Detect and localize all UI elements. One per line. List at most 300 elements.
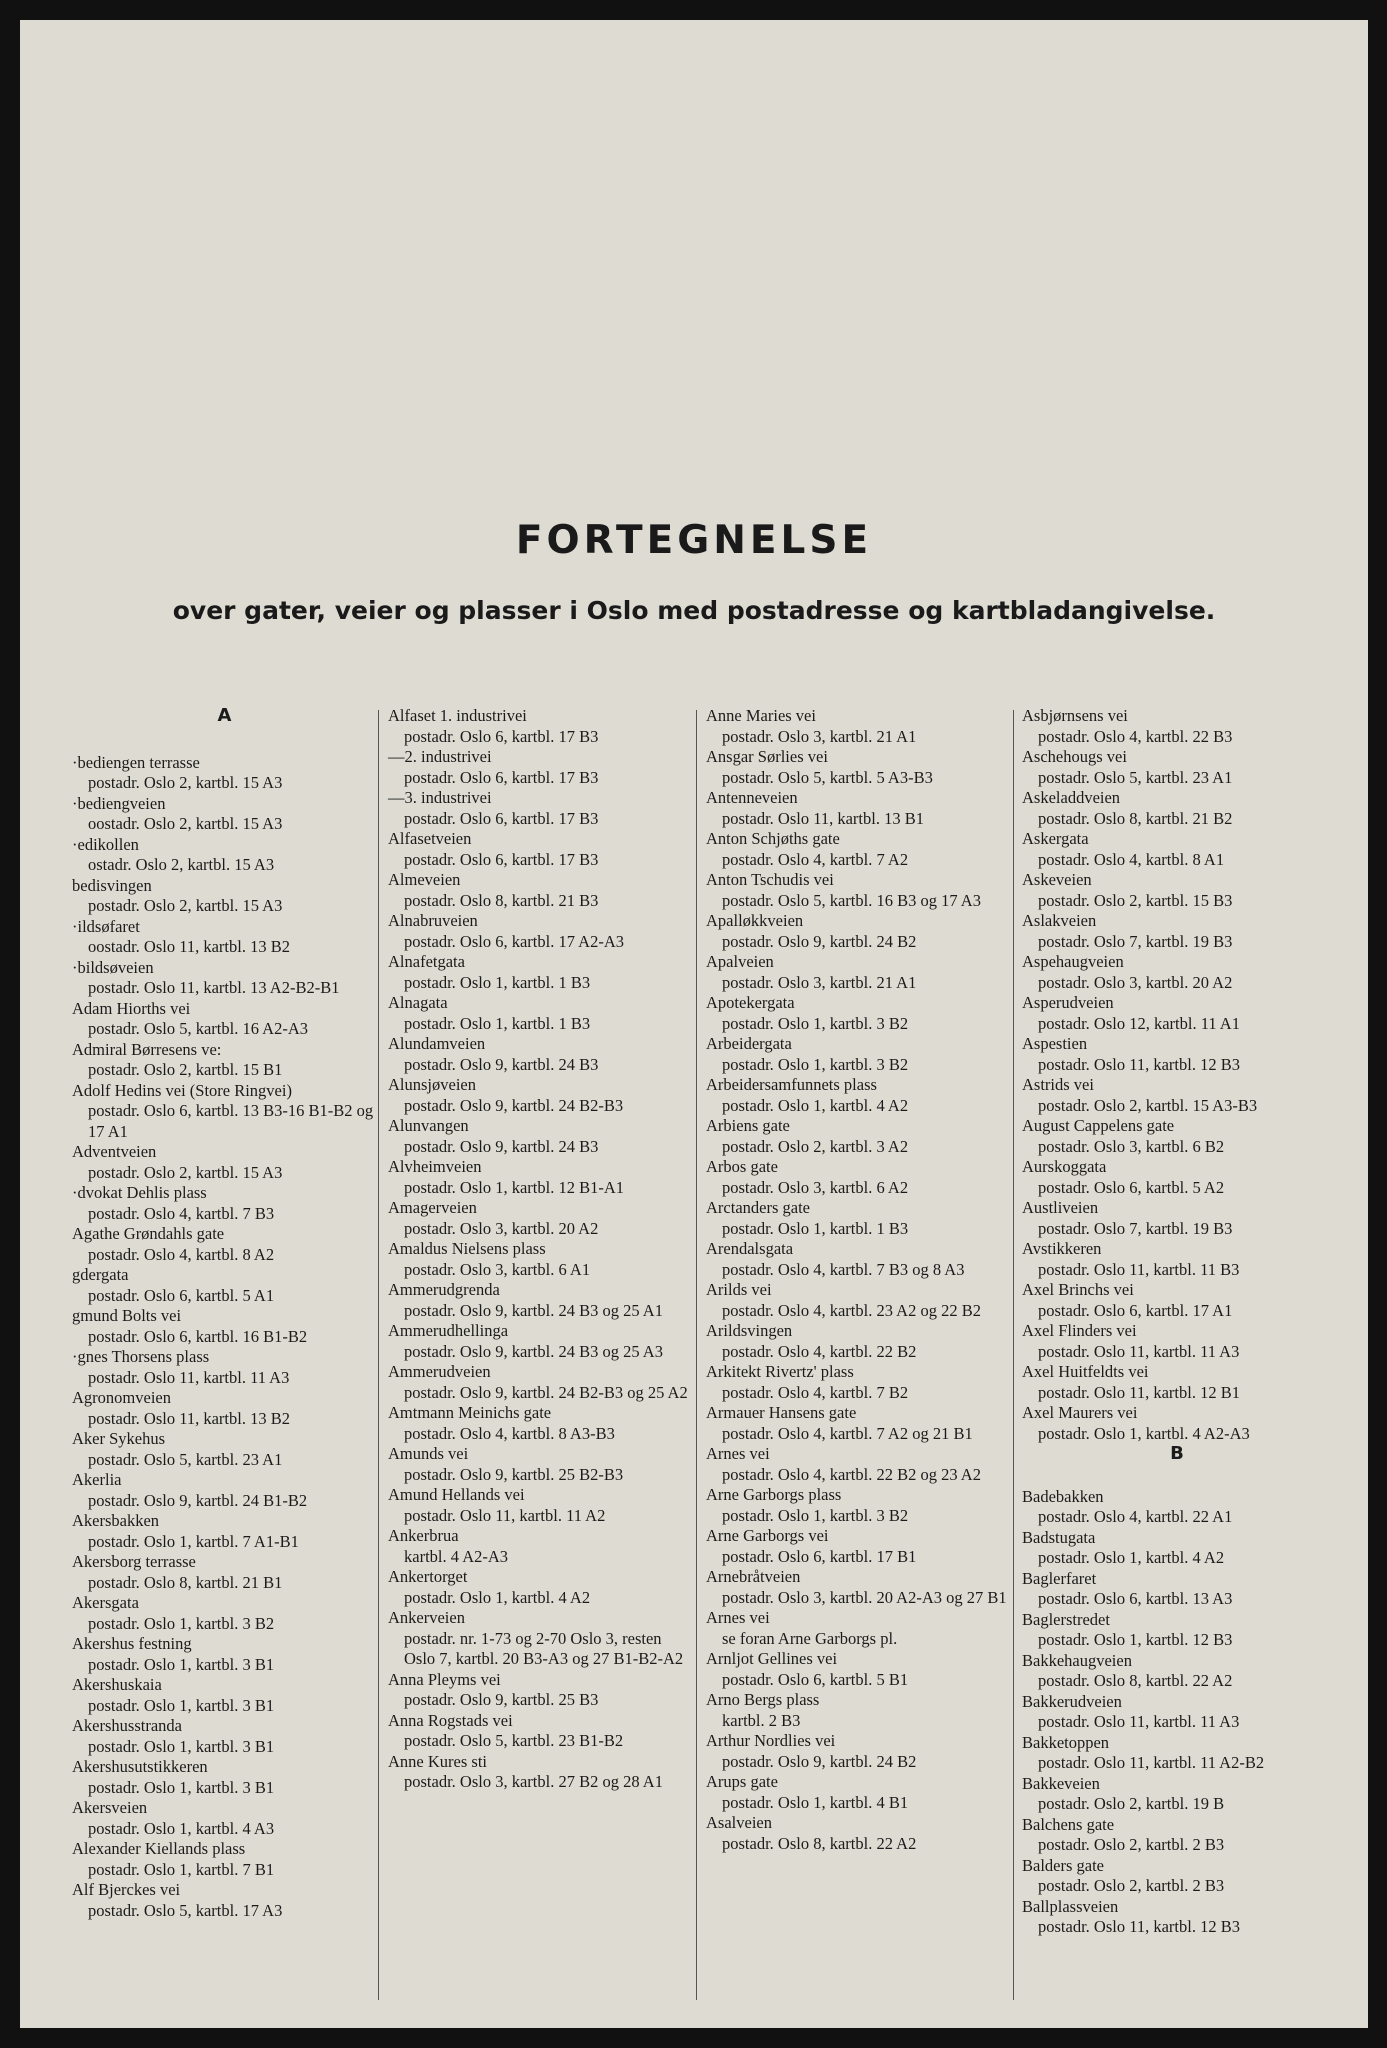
street-entry (388, 1239, 693, 1280)
street-address-detail: postadr. Oslo 11, kartbl. 11 A2-B2 (1038, 1753, 1265, 1772)
street-name: Akerlia (72, 1470, 122, 1489)
street-name: Arne Garborgs vei (706, 1526, 829, 1545)
column-3 (706, 706, 1011, 2006)
street-name: Akersbakken (72, 1511, 160, 1530)
street-name: Arnljot Gellines vei (706, 1649, 838, 1668)
street-entry (72, 1675, 377, 1716)
street-name: Arne Garborgs plass (706, 1485, 842, 1504)
street-address-detail: postadr. Oslo 4, kartbl. 7 B2 (722, 1382, 909, 1402)
street-address-detail: postadr. Oslo 6, kartbl. 17 A2-A3 (404, 931, 624, 951)
street-entry (706, 1567, 1011, 1608)
street-entry (1022, 1403, 1332, 1444)
street-entry (1022, 1856, 1332, 1897)
street-name: Aschehougs vei (1022, 747, 1127, 766)
street-address-detail: postadr. Oslo 9, kartbl. 24 B3 (404, 1054, 599, 1074)
street-entry (706, 1485, 1011, 1526)
street-address-detail: postadr. Oslo 6, kartbl. 5 A1 (88, 1285, 275, 1305)
street-name: Arilds vei (706, 1280, 772, 1299)
street-address-detail: postadr. Oslo 1, kartbl. 7 A1-B1 (88, 1531, 299, 1551)
street-address-detail: postadr. Oslo 1, kartbl. 4 A3 (88, 1818, 275, 1838)
street-address-detail: postadr. Oslo 4, kartbl. 22 B2 og 23 A2 (722, 1464, 981, 1484)
street-entry (388, 1485, 693, 1526)
street-entry (388, 706, 693, 747)
street-address-detail: postadr. Oslo 11, kartbl. 12 B1 (1038, 1382, 1240, 1402)
street-address-detail: postadr. Oslo 3, kartbl. 27 B2 og 28 A1 (404, 1772, 663, 1791)
street-name: Balchens gate (1022, 1814, 1115, 1834)
street-entry (388, 1608, 693, 1670)
street-address-detail: postadr. Oslo 6, kartbl. 17 B3 (404, 726, 599, 746)
street-entry (388, 1362, 693, 1403)
street-entry (72, 1429, 377, 1470)
street-entry (72, 1306, 377, 1347)
street-entry (706, 1198, 1011, 1239)
section-letter: A (217, 705, 232, 726)
street-name: Arctanders gate (706, 1198, 810, 1217)
street-entry (1022, 1034, 1332, 1075)
street-entry (1022, 1897, 1332, 1938)
street-name: Akershusstranda (72, 1716, 182, 1735)
street-entry (72, 1593, 377, 1634)
street-address-detail: postadr. Oslo 6, kartbl. 5 A2 (1038, 1177, 1225, 1197)
street-name: Baglerfaret (1022, 1568, 1097, 1588)
street-address-detail: postadr. Oslo 9, kartbl. 24 B2-B3 (404, 1095, 624, 1115)
street-address-detail: postadr. Oslo 1, kartbl. 3 B1 (88, 1654, 275, 1674)
street-address-detail: postadr. Oslo 3, kartbl. 20 A2 (404, 1218, 599, 1238)
street-name: Anton Schjøths gate (706, 829, 840, 848)
street-entry (388, 993, 693, 1034)
street-name: Ammerudhellinga (388, 1321, 509, 1340)
street-entry (706, 1731, 1011, 1772)
street-address-detail: postadr. Oslo 1, kartbl. 4 A2 (1038, 1548, 1225, 1567)
street-name: Bakkehaugveien (1022, 1650, 1132, 1670)
street-name: Aurskoggata (1022, 1157, 1107, 1176)
street-name: Anne Maries vei (706, 706, 816, 725)
street-name: Axel Flinders vei (1022, 1321, 1137, 1340)
street-entry (388, 1567, 693, 1608)
street-name: —3. industrivei (388, 788, 492, 807)
street-entry (1022, 1116, 1332, 1157)
street-address-detail: ostadr. Oslo 2, kartbl. 15 A3 (88, 855, 275, 874)
street-entry (1022, 1569, 1332, 1610)
street-entry (706, 1157, 1011, 1198)
street-address-detail: postadr. Oslo 9, kartbl. 24 B2-B3 og 25 A2 (404, 1382, 688, 1402)
street-name: Agathe Grøndahls gate (72, 1224, 225, 1243)
street-name: ·edikollen (72, 834, 139, 854)
street-name: Admiral Børresens ve: (72, 1039, 222, 1059)
street-name: Aspehaugveien (1022, 952, 1124, 971)
street-entry (72, 1183, 377, 1224)
street-entry (706, 1239, 1011, 1280)
street-name: Anton Tschudis vei (706, 870, 834, 889)
street-entry (1022, 1815, 1332, 1856)
street-entry (706, 1403, 1011, 1444)
street-name: Arthur Nordlies vei (706, 1731, 836, 1750)
street-name: Alunsjøveien (388, 1075, 476, 1094)
street-address-detail: postadr. Oslo 4, kartbl. 8 A2 (88, 1244, 275, 1264)
street-entry (72, 958, 377, 999)
street-name: Bakkeveien (1022, 1773, 1100, 1793)
street-address-detail: postadr. Oslo 1, kartbl. 7 B1 (88, 1859, 275, 1879)
street-address-detail: postadr. Oslo 9, kartbl. 24 B3 og 25 A1 (404, 1300, 663, 1320)
street-name: Ansgar Sørlies vei (706, 747, 828, 766)
column-2 (388, 706, 693, 2006)
street-address-detail: postadr. Oslo 1, kartbl. 3 B1 (88, 1777, 275, 1797)
street-entry (706, 1608, 1011, 1649)
street-entry (388, 911, 693, 952)
street-address-detail: postadr. Oslo 9, kartbl. 24 B3 (404, 1136, 599, 1156)
street-name: —2. industrivei (388, 747, 492, 766)
street-entry (706, 829, 1011, 870)
street-address-detail: postadr. Oslo 9, kartbl. 25 B3 (404, 1690, 599, 1709)
street-address-detail: postadr. Oslo 6, kartbl. 17 B3 (404, 767, 599, 787)
street-name: Ammerudgrenda (388, 1280, 500, 1299)
street-entry (72, 1552, 377, 1593)
street-name: Ammerudveien (388, 1362, 491, 1381)
section-letter: B (1170, 1443, 1184, 1464)
street-address-detail: postadr. Oslo 3, kartbl. 21 A1 (722, 726, 917, 746)
street-address-detail: postadr. Oslo 6, kartbl. 13 B3-16 B1-B2 og 17 A1 (88, 1101, 374, 1141)
street-address-detail: postadr. Oslo 12, kartbl. 11 A1 (1038, 1013, 1240, 1033)
street-address-detail: postadr. Oslo 1, kartbl. 3 B2 (722, 1505, 909, 1525)
street-address-detail: postadr. Oslo 3, kartbl. 6 B2 (1038, 1136, 1225, 1156)
street-entry (388, 1034, 693, 1075)
street-name: Axel Brinchs vei (1022, 1280, 1134, 1299)
street-entry (706, 788, 1011, 829)
street-address-detail: postadr. Oslo 4, kartbl. 8 A3-B3 (404, 1423, 615, 1443)
street-address-detail: postadr. Oslo 9, kartbl. 24 B1-B2 (88, 1490, 308, 1510)
street-address-detail: postadr. Oslo 5, kartbl. 17 A3 (88, 1900, 283, 1920)
street-address-detail: postadr. Oslo 11, kartbl. 11 A3 (1038, 1712, 1240, 1731)
street-name: Aslakveien (1022, 911, 1097, 930)
street-address-detail: postadr. Oslo 9, kartbl. 24 B2 (722, 931, 917, 951)
street-name: Ankerbrua (388, 1526, 459, 1545)
street-address-detail: postadr. Oslo 8, kartbl. 22 A2 (1038, 1671, 1233, 1690)
street-name: Alf Bjerckes vei (72, 1880, 181, 1899)
street-name: Astrids vei (1022, 1075, 1094, 1094)
street-entry (1022, 952, 1332, 993)
street-entry (706, 706, 1011, 747)
street-name: Bakketoppen (1022, 1732, 1110, 1752)
street-entry (1022, 993, 1332, 1034)
street-address-detail: postadr. Oslo 3, kartbl. 6 A2 (722, 1177, 909, 1197)
street-name: Alfaset 1. industrivei (388, 706, 527, 725)
street-name: Bakkerudveien (1022, 1691, 1122, 1711)
street-address-detail: postadr. Oslo 6, kartbl. 5 B1 (722, 1669, 909, 1689)
street-address-detail: postadr. Oslo 6, kartbl. 17 B1 (722, 1546, 917, 1566)
street-address-detail: postadr. Oslo 11, kartbl. 13 B2 (88, 1408, 290, 1428)
street-name: Arkitekt Rivertz' plass (706, 1362, 854, 1381)
street-entry (388, 1157, 693, 1198)
street-name: ·bildsøveien (72, 957, 154, 977)
street-entry (1022, 747, 1332, 788)
street-address-detail: postadr. Oslo 3, kartbl. 6 A1 (404, 1259, 591, 1279)
street-name: Alundamveien (388, 1034, 486, 1053)
street-name: Arildsvingen (706, 1321, 793, 1340)
street-name: Arno Bergs plass (706, 1690, 820, 1709)
street-address-detail: postadr. Oslo 11, kartbl. 12 B3 (1038, 1054, 1240, 1074)
street-entry (1022, 1487, 1332, 1528)
street-address-detail: postadr. Oslo 8, kartbl. 21 B3 (404, 890, 599, 910)
street-entry (706, 747, 1011, 788)
street-name: Ballplassveien (1022, 1896, 1119, 1916)
street-entry (72, 1716, 377, 1757)
street-entry (1022, 1075, 1332, 1116)
street-entry (388, 1198, 693, 1239)
street-address-detail: postadr. Oslo 5, kartbl. 16 A2-A3 (88, 1019, 308, 1038)
street-name: Amund Hellands vei (388, 1485, 525, 1504)
street-name: Badstugata (1022, 1527, 1096, 1547)
street-name: Ankerveien (388, 1608, 465, 1627)
street-entry (388, 1752, 693, 1793)
street-name: Akershus festning (72, 1634, 192, 1653)
street-address-detail: postadr. Oslo 4, kartbl. 22 B2 (722, 1341, 917, 1361)
street-entry (1022, 1321, 1332, 1362)
street-name: Alvheimveien (388, 1157, 482, 1176)
street-entry (72, 1081, 377, 1143)
street-address-detail: postadr. Oslo 5, kartbl. 23 B1-B2 (404, 1731, 624, 1750)
street-entry (1022, 1528, 1332, 1569)
directory-page (20, 20, 1368, 2028)
street-entry (388, 1116, 693, 1157)
street-name: bedisvingen (72, 875, 152, 895)
street-address-detail: postadr. Oslo 2, kartbl. 15 A3-B3 (1038, 1095, 1258, 1115)
street-entry (72, 1880, 377, 1921)
street-address-detail: postadr. Oslo 8, kartbl. 22 A2 (722, 1833, 917, 1853)
street-entry (388, 1321, 693, 1362)
street-address-detail: postadr. Oslo 1, kartbl. 12 B1-A1 (404, 1177, 624, 1197)
street-name: Arnes vei (706, 1444, 770, 1463)
street-name: Baglerstredet (1022, 1609, 1110, 1629)
street-name: Badebakken (1022, 1486, 1104, 1506)
street-entry (706, 911, 1011, 952)
street-address-detail: postadr. Oslo 4, kartbl. 7 A2 og 21 B1 (722, 1423, 973, 1443)
street-name: Arbeidergata (706, 1034, 792, 1053)
street-address-detail: postadr. Oslo 11, kartbl. 12 B3 (1038, 1917, 1240, 1936)
street-entry (706, 1280, 1011, 1321)
street-address-detail: postadr. Oslo 6, kartbl. 17 A1 (1038, 1300, 1233, 1320)
street-name: ·dvokat Dehlis plass (72, 1183, 207, 1202)
street-entry (72, 876, 377, 917)
street-address-detail: postadr. Oslo 11, kartbl. 11 A3 (1038, 1341, 1240, 1361)
street-address-detail: postadr. Oslo 1, kartbl. 4 A2 (404, 1587, 591, 1607)
street-name: gdergata (72, 1265, 129, 1284)
street-address-detail: postadr. Oslo 4, kartbl. 7 B3 og 8 A3 (722, 1259, 965, 1279)
street-name: Alunvangen (388, 1116, 469, 1135)
street-entry (706, 1813, 1011, 1854)
street-entry (72, 794, 377, 835)
street-entry (72, 1757, 377, 1798)
street-name: Apotekergata (706, 993, 795, 1012)
street-name: Amagerveien (388, 1198, 477, 1217)
street-address-detail: postadr. Oslo 4, kartbl. 22 A1 (1038, 1507, 1233, 1526)
street-name: Amaldus Nielsens plass (388, 1239, 546, 1258)
street-entry (72, 1511, 377, 1552)
street-name: Austliveien (1022, 1198, 1099, 1217)
street-name: Agronomveien (72, 1388, 171, 1407)
street-name: Askeveien (1022, 870, 1092, 889)
street-entry (72, 1470, 377, 1511)
street-entry (1022, 870, 1332, 911)
street-name: Askeladdveien (1022, 788, 1121, 807)
column-4 (1022, 706, 1332, 2006)
street-address-detail: postadr. Oslo 2, kartbl. 15 B3 (1038, 890, 1233, 910)
street-address-detail: postadr. Oslo 7, kartbl. 19 B3 (1038, 1218, 1233, 1238)
street-entry (1022, 1157, 1332, 1198)
street-address-detail: postadr. Oslo 2, kartbl. 15 B1 (88, 1060, 283, 1079)
street-address-detail: postadr. Oslo 3, kartbl. 20 A2-A3 og 27 B1 (722, 1587, 1007, 1607)
street-name: Akersgata (72, 1593, 139, 1612)
street-entry (1022, 1651, 1332, 1692)
street-name: Arnes vei (706, 1608, 770, 1627)
street-name: Axel Huitfeldts vei (1022, 1362, 1149, 1381)
street-name: gmund Bolts vei (72, 1306, 182, 1325)
street-address-detail: se foran Arne Garborgs pl. (722, 1628, 898, 1648)
column-1 (72, 706, 377, 2006)
street-entry (72, 1040, 377, 1081)
street-entry (72, 753, 377, 794)
street-name: Arups gate (706, 1772, 778, 1791)
street-entry (1022, 1733, 1332, 1774)
street-entry (1022, 788, 1332, 829)
street-entry (388, 1075, 693, 1116)
street-name: Adventveien (72, 1142, 157, 1161)
street-address-detail: postadr. Oslo 1, kartbl. 3 B2 (722, 1013, 909, 1033)
street-name: Alexander Kiellands plass (72, 1839, 246, 1858)
street-entry (72, 1388, 377, 1429)
street-name: Axel Maurers vei (1022, 1403, 1138, 1422)
street-address-detail: postadr. Oslo 1, kartbl. 12 B3 (1038, 1630, 1233, 1649)
street-address-detail: postadr. Oslo 2, kartbl. 2 B3 (1038, 1876, 1225, 1895)
street-name: Aker Sykehus (72, 1429, 166, 1448)
street-name: Antenneveien (706, 788, 798, 807)
street-entry (1022, 706, 1332, 747)
street-name: ·gnes Thorsens plass (72, 1347, 210, 1366)
page-subtitle: over gater, veier og plasser i Oslo med postadresse og kartbladangivelse. (172, 596, 1216, 625)
street-entry (388, 1444, 693, 1485)
street-entry (388, 952, 693, 993)
street-address-detail: postadr. Oslo 1, kartbl. 3 B2 (722, 1054, 909, 1074)
street-address-detail: oostadr. Oslo 11, kartbl. 13 B2 (88, 937, 290, 956)
street-address-detail: postadr. Oslo 4, kartbl. 22 B3 (1038, 726, 1233, 746)
street-entry (1022, 1774, 1332, 1815)
street-name: Alnabruveien (388, 911, 478, 930)
street-address-detail: postadr. Oslo 6, kartbl. 13 A3 (1038, 1589, 1233, 1608)
street-name: Arendalsgata (706, 1239, 794, 1258)
street-name: Adam Hiorths vei (72, 998, 191, 1018)
street-entry (388, 1711, 693, 1752)
column-divider (378, 710, 379, 2000)
street-entry (706, 1649, 1011, 1690)
street-address-detail: postadr. Oslo 8, kartbl. 21 B1 (88, 1572, 283, 1592)
street-name: Alfasetveien (388, 829, 472, 848)
street-entry (706, 1362, 1011, 1403)
street-name: Akershusutstikkeren (72, 1757, 208, 1776)
street-entry (1022, 1362, 1332, 1403)
street-name: Akersveien (72, 1798, 148, 1817)
street-entry (388, 829, 693, 870)
street-address-detail: postadr. Oslo 5, kartbl. 16 B3 og 17 A3 (722, 890, 981, 910)
street-address-detail: postadr. Oslo 8, kartbl. 21 B2 (1038, 808, 1233, 828)
street-entry (1022, 1610, 1332, 1651)
street-name: Akersborg terrasse (72, 1552, 196, 1571)
street-name: Armauer Hansens gate (706, 1403, 857, 1422)
street-address-detail: kartbl. 2 B3 (722, 1710, 801, 1730)
street-address-detail: postadr. Oslo 5, kartbl. 23 A1 (1038, 767, 1233, 787)
street-name: ·ildsøfaret (72, 916, 140, 936)
street-entry (72, 1347, 377, 1388)
street-entry (706, 1772, 1011, 1813)
street-name: Asperudveien (1022, 993, 1114, 1012)
street-entry (388, 1280, 693, 1321)
street-name: August Cappelens gate (1022, 1116, 1175, 1135)
street-name: Asalveien (706, 1813, 772, 1832)
column-divider (696, 710, 697, 2000)
street-entry (1022, 911, 1332, 952)
street-address-detail: postadr. Oslo 11, kartbl. 11 B3 (1038, 1259, 1240, 1279)
street-address-detail: postadr. Oslo 6, kartbl. 17 B3 (404, 849, 599, 869)
street-entry (72, 917, 377, 958)
street-address-detail: postadr. Oslo 1, kartbl. 1 B3 (404, 972, 591, 992)
street-entry (1022, 1280, 1332, 1321)
street-address-detail: postadr. Oslo 2, kartbl. 3 A2 (722, 1136, 909, 1156)
street-address-detail: postadr. Oslo 4, kartbl. 7 A2 (722, 849, 909, 869)
street-address-detail: postadr. Oslo 3, kartbl. 21 A1 (722, 972, 917, 992)
street-name: ·bediengen terrasse (72, 752, 200, 772)
street-entry (72, 1265, 377, 1306)
street-address-detail: oostadr. Oslo 2, kartbl. 15 A3 (88, 814, 283, 833)
street-address-detail: postadr. Oslo 1, kartbl. 1 B3 (722, 1218, 909, 1238)
street-address-detail: postadr. Oslo 5, kartbl. 5 A3-B3 (722, 767, 933, 787)
street-name: Amtmann Meinichs gate (388, 1403, 552, 1422)
street-address-detail: postadr. Oslo 1, kartbl. 4 A2-A3 (1038, 1423, 1250, 1443)
street-address-detail: postadr. Oslo 2, kartbl. 19 B (1038, 1794, 1225, 1813)
street-name: Alnafetgata (388, 952, 465, 971)
street-address-detail: postadr. Oslo 4, kartbl. 8 A1 (1038, 849, 1225, 869)
street-name: Anna Pleyms vei (388, 1669, 501, 1689)
street-name: Asbjørnsens vei (1022, 706, 1128, 725)
street-address-detail: kartbl. 4 A2-A3 (404, 1546, 509, 1566)
street-address-detail: postadr. Oslo 2, kartbl. 15 A3 (88, 1162, 283, 1182)
street-address-detail: postadr. Oslo 11, kartbl. 13 A2-B2-B1 (88, 978, 340, 997)
street-name: Arnebråtveien (706, 1567, 801, 1586)
street-entry (72, 835, 377, 876)
street-address-detail: postadr. Oslo 1, kartbl. 4 A2 (722, 1095, 909, 1115)
street-entry (72, 1839, 377, 1880)
street-entry (706, 1526, 1011, 1567)
street-address-detail: postadr. Oslo 3, kartbl. 20 A2 (1038, 972, 1233, 992)
street-name: Arbiens gate (706, 1116, 790, 1135)
street-entry (706, 1034, 1011, 1075)
street-entry (388, 1526, 693, 1567)
street-address-detail: postadr. Oslo 11, kartbl. 13 B1 (722, 808, 924, 828)
street-entry (706, 1444, 1011, 1485)
street-entry (706, 993, 1011, 1034)
street-entry (388, 747, 693, 788)
street-entry (72, 999, 377, 1040)
street-entry (72, 1224, 377, 1265)
street-name: Ankertorget (388, 1567, 468, 1586)
street-address-detail: postadr. Oslo 11, kartbl. 11 A2 (404, 1505, 606, 1525)
street-name: Aspestien (1022, 1034, 1088, 1053)
street-entry (706, 1075, 1011, 1116)
street-address-detail: postadr. Oslo 1, kartbl. 1 B3 (404, 1013, 591, 1033)
street-name: Apalveien (706, 952, 774, 971)
street-address-detail: postadr. nr. 1-73 og 2-70 Oslo 3, resten Oslo 7, kartbl. 20 B3-A3 og 27 B1-B2-A2 (404, 1628, 684, 1668)
street-entry (706, 870, 1011, 911)
street-entry (388, 788, 693, 829)
street-address-detail: postadr. Oslo 2, kartbl. 15 A3 (88, 773, 283, 792)
street-name: Avstikkeren (1022, 1239, 1102, 1258)
